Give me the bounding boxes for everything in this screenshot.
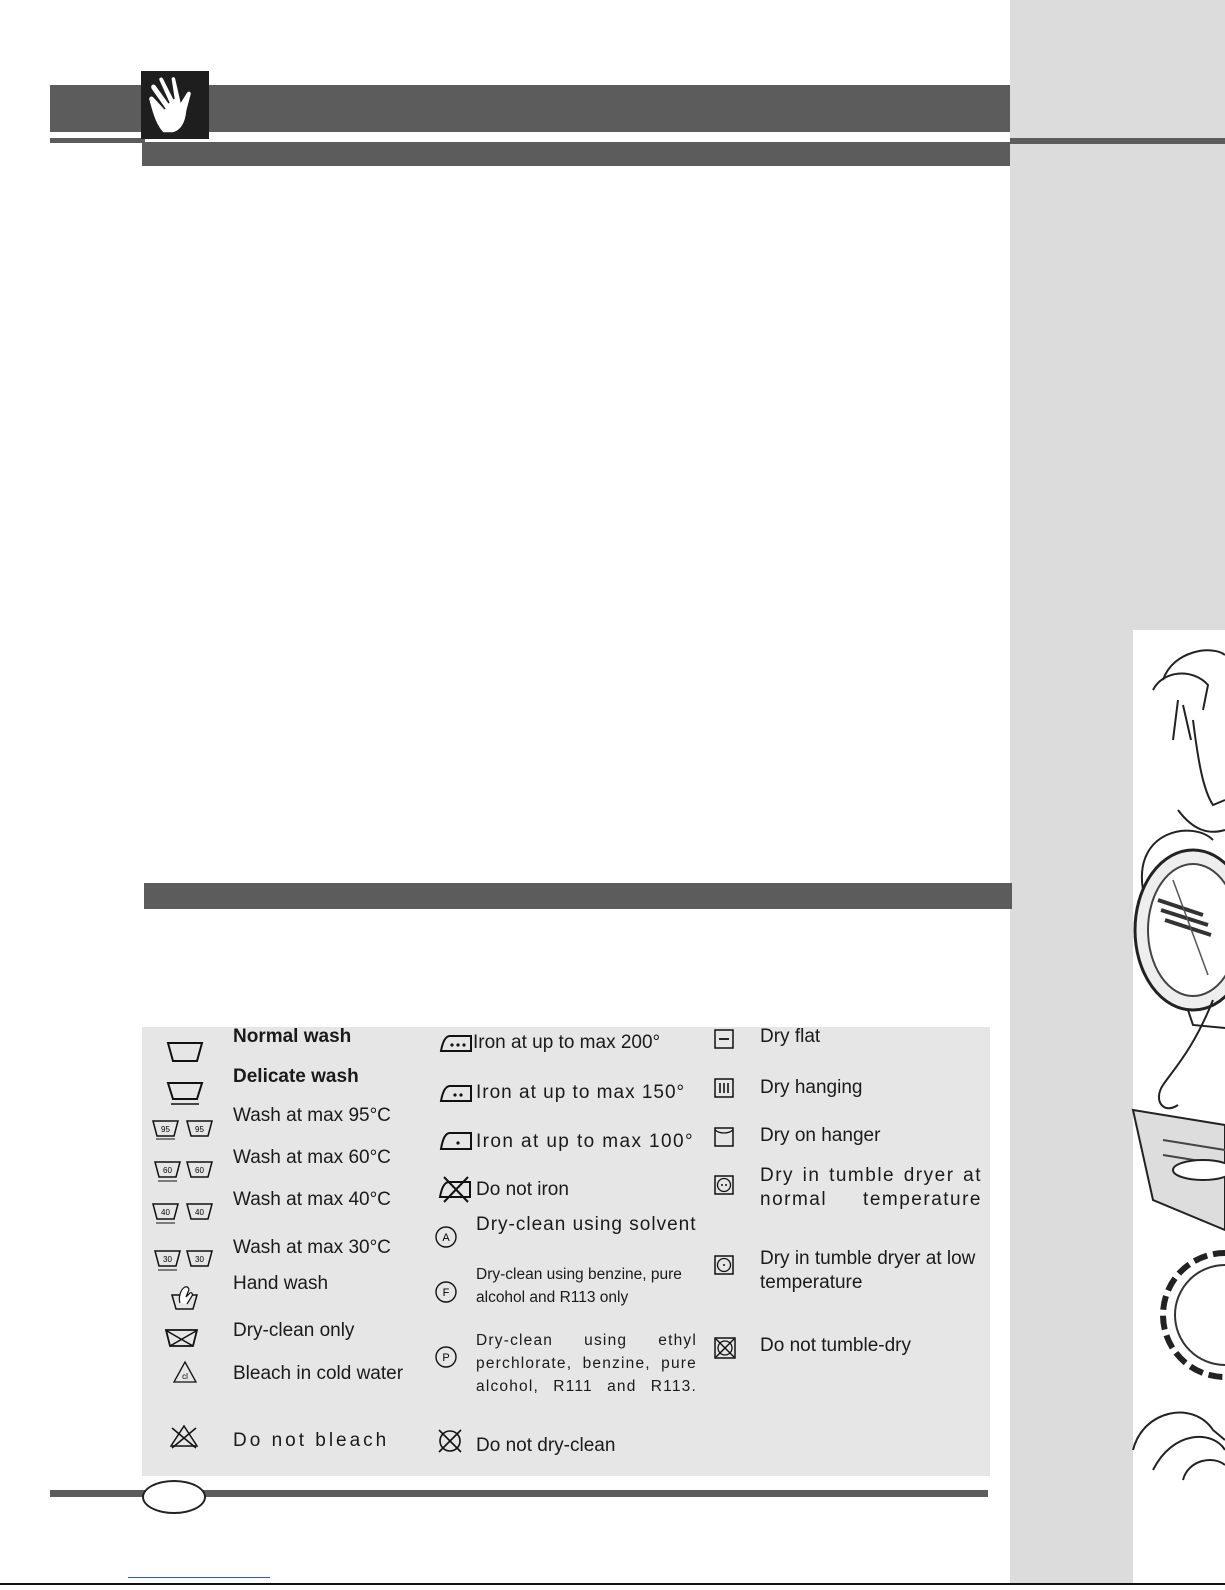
care-symbols-panel <box>142 1027 990 1476</box>
dry-on-hanger-icon <box>713 1126 735 1148</box>
svg-text:P: P <box>442 1352 450 1364</box>
washing-machine-illustration <box>1133 630 1225 1585</box>
wash-30-icon <box>154 1249 182 1273</box>
section-bar <box>144 883 1012 909</box>
label-iron-100: Iron at up to max 100° <box>476 1131 694 1152</box>
iron-200-icon <box>438 1032 474 1054</box>
svg-text:40: 40 <box>195 1208 204 1217</box>
header-line <box>1010 138 1225 144</box>
sidebar-illustration-panel <box>1133 630 1225 1585</box>
label-delicate-wash: Delicate wash <box>233 1066 359 1087</box>
do-not-bleach-icon <box>168 1424 200 1450</box>
dry-clean-p-icon <box>434 1345 458 1369</box>
label-wash-40: Wash at max 40°C <box>233 1189 391 1210</box>
delicate-wash-icon <box>166 1079 206 1107</box>
wash-40-delicate-icon <box>186 1202 214 1224</box>
label-dry-flat: Dry flat <box>760 1026 821 1047</box>
label-wash-60: Wash at max 60°C <box>233 1147 391 1168</box>
label-bleach-cold: Bleach in cold water <box>233 1363 404 1384</box>
dry-clean-only-icon <box>164 1327 200 1349</box>
wash-60-icon <box>154 1160 182 1184</box>
dry-clean-f-icon <box>434 1280 458 1304</box>
label-do-not-bleach: Do not bleach <box>233 1430 390 1451</box>
label-dry-clean-benzine: Dry-clean using benzine, pure alcohol and R113 only <box>476 1266 682 1306</box>
hand-wash-icon <box>170 1283 200 1311</box>
label-hand-wash: Hand wash <box>233 1273 329 1294</box>
bleach-cold-icon <box>172 1360 198 1384</box>
svg-text:60: 60 <box>163 1166 172 1175</box>
iron-150-icon <box>438 1082 474 1104</box>
label-wash-30: Wash at max 30°C <box>233 1237 391 1258</box>
bottom-link-underline <box>128 1577 270 1578</box>
tumble-low-icon <box>713 1254 735 1276</box>
label-do-not-tumble-dry: Do not tumble-dry <box>760 1335 912 1356</box>
hand-icon <box>141 71 209 139</box>
do-not-iron-icon <box>436 1175 474 1203</box>
label-dry-hanging: Dry hanging <box>760 1077 863 1098</box>
do-not-tumble-dry-icon <box>713 1336 737 1360</box>
normal-wash-icon <box>166 1039 206 1063</box>
svg-text:95: 95 <box>195 1125 204 1134</box>
svg-text:95: 95 <box>161 1125 170 1134</box>
header-underline <box>50 138 145 143</box>
do-not-dry-clean-icon <box>436 1427 464 1455</box>
label-dry-on-hanger: Dry on hanger <box>760 1125 881 1146</box>
wash-40-icon <box>152 1202 180 1226</box>
wash-95-delicate-icon <box>186 1119 214 1141</box>
label-iron-150: Iron at up to max 150° <box>476 1082 686 1103</box>
label-dry-clean-solvent: Dry-clean using solvent <box>476 1214 697 1235</box>
label-do-not-iron: Do not iron <box>476 1179 569 1200</box>
dry-flat-icon <box>713 1028 735 1050</box>
svg-text:30: 30 <box>163 1255 172 1264</box>
label-tumble-low: Dry in tumble dryer at low temperature <box>760 1248 976 1293</box>
svg-text:30: 30 <box>195 1255 204 1264</box>
svg-text:F: F <box>442 1287 450 1299</box>
svg-text:A: A <box>442 1232 450 1244</box>
svg-text:40: 40 <box>161 1208 170 1217</box>
wash-60-delicate-icon <box>186 1160 214 1182</box>
iron-100-icon <box>438 1129 474 1153</box>
label-do-not-dry-clean: Do not dry-clean <box>476 1435 616 1456</box>
svg-text:60: 60 <box>195 1166 204 1175</box>
label-tumble-normal: Dry in tumble dryer at normal temperature <box>760 1165 982 1210</box>
page-number-oval <box>142 1480 206 1514</box>
subheader-bar <box>142 142 1010 166</box>
tumble-normal-icon <box>713 1174 735 1196</box>
dry-hanging-icon <box>713 1077 735 1099</box>
wash-95-icon <box>152 1119 180 1141</box>
wash-30-delicate-icon <box>186 1249 214 1271</box>
label-normal-wash: Normal wash <box>233 1026 352 1047</box>
svg-text:cl: cl <box>182 1372 188 1381</box>
dry-clean-solvent-icon <box>434 1225 458 1249</box>
label-dry-clean-only: Dry-clean only <box>233 1320 355 1341</box>
label-iron-200: Iron at up to max 200° <box>473 1032 661 1053</box>
label-wash-95: Wash at max 95°C <box>233 1105 391 1126</box>
label-dry-clean-perchlorate: Dry-clean using ethyl perchlorate, benzine, pure alcohol, R111 and R113. <box>476 1332 697 1395</box>
